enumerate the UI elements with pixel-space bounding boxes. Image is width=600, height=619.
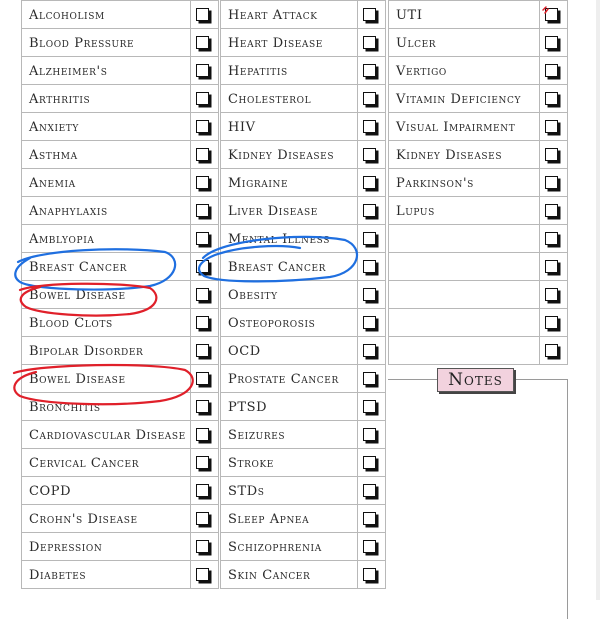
condition-row-amblyopia <box>21 225 219 253</box>
condition-row-ulcer <box>388 29 568 57</box>
condition-label: Bowel Disease <box>29 288 126 303</box>
condition-checkbox[interactable] <box>545 288 558 301</box>
checkbox-cell <box>357 421 385 448</box>
condition-checkbox[interactable] <box>545 316 558 329</box>
checkbox-cell <box>357 281 385 308</box>
condition-row-alcoholism <box>21 1 219 29</box>
condition-row-migraine <box>220 169 386 197</box>
checkbox-cell <box>357 533 385 560</box>
condition-row-lupus <box>388 197 568 225</box>
condition-checkbox[interactable] <box>196 400 209 413</box>
condition-checkbox[interactable] <box>196 232 209 245</box>
condition-label: Anemia <box>29 176 76 191</box>
condition-label: HIV <box>228 120 256 135</box>
condition-checkbox[interactable] <box>363 372 376 385</box>
condition-checkbox[interactable] <box>363 64 376 77</box>
condition-row-prostate-cancer <box>220 365 386 393</box>
condition-label: Visual Impairment <box>396 120 516 135</box>
condition-label: PTSD <box>228 400 268 415</box>
condition-row-depression <box>21 533 219 561</box>
checkbox-cell <box>357 225 385 252</box>
condition-checkbox[interactable] <box>363 456 376 469</box>
condition-row-ocd <box>220 337 386 365</box>
checkbox-cell <box>539 29 567 56</box>
checkbox-cell <box>357 169 385 196</box>
condition-checkbox[interactable] <box>363 484 376 497</box>
condition-checkbox[interactable] <box>196 288 209 301</box>
checkbox-cell <box>190 533 218 560</box>
condition-checkbox[interactable] <box>363 120 376 133</box>
condition-checkbox[interactable] <box>196 540 209 553</box>
condition-row-breast-cancer <box>220 253 386 281</box>
checkbox-cell <box>357 141 385 168</box>
condition-label: Amblyopia <box>29 232 95 247</box>
condition-label: Diabetes <box>29 568 87 583</box>
checkbox-cell <box>190 253 218 280</box>
condition-label: Anxiety <box>29 120 79 135</box>
condition-label: Depression <box>29 540 103 555</box>
condition-row-sleep-apnea <box>220 505 386 533</box>
condition-label: Kidney Diseases <box>228 148 335 163</box>
checkbox-cell <box>190 337 218 364</box>
condition-row-vitamin-deficiency <box>388 85 568 113</box>
condition-row-stds <box>220 477 386 505</box>
condition-checkbox[interactable] <box>545 204 558 217</box>
checkbox-cell <box>539 253 567 280</box>
checkbox-cell <box>190 1 218 28</box>
condition-label: Cervical Cancer <box>29 456 140 471</box>
checkbox-cell <box>357 561 385 588</box>
condition-checkbox[interactable] <box>363 232 376 245</box>
condition-label: Breast Cancer <box>228 260 327 275</box>
checkbox-cell <box>190 169 218 196</box>
checkbox-cell <box>357 1 385 28</box>
condition-checkbox[interactable] <box>545 344 558 357</box>
condition-row-schizophrenia <box>220 533 386 561</box>
condition-row-blank <box>388 225 568 253</box>
condition-row-asthma <box>21 141 219 169</box>
condition-label: Breast Cancer <box>29 260 128 275</box>
condition-row-breast-cancer <box>21 253 219 281</box>
checkbox-cell <box>539 141 567 168</box>
condition-label: Osteoporosis <box>228 316 316 331</box>
condition-checkbox[interactable] <box>196 512 209 525</box>
condition-label: Bronchitis <box>29 400 101 415</box>
checkbox-cell <box>357 29 385 56</box>
condition-row-osteoporosis <box>220 309 386 337</box>
condition-label: Crohn's Disease <box>29 512 138 527</box>
condition-label: Schizophrenia <box>228 540 322 555</box>
condition-label: Asthma <box>29 148 78 163</box>
condition-checkbox[interactable] <box>196 176 209 189</box>
condition-checkbox[interactable] <box>545 8 558 21</box>
condition-label: Vitamin Deficiency <box>396 92 522 107</box>
condition-label: Migraine <box>228 176 289 191</box>
condition-label: Stroke <box>228 456 274 471</box>
condition-checkbox[interactable] <box>363 176 376 189</box>
condition-label: Alzheimer's <box>29 64 108 79</box>
checkbox-cell <box>357 365 385 392</box>
condition-label: STDs <box>228 484 265 499</box>
condition-row-bipolar-disorder <box>21 337 219 365</box>
condition-label: Arthritis <box>29 92 91 107</box>
condition-row-copd <box>21 477 219 505</box>
checkbox-cell <box>190 225 218 252</box>
condition-label: Kidney Diseases <box>396 148 503 163</box>
condition-row-blank <box>388 309 568 337</box>
condition-row-blank <box>388 253 568 281</box>
condition-row-heart-disease <box>220 29 386 57</box>
checkbox-cell <box>190 309 218 336</box>
condition-checkbox[interactable] <box>363 148 376 161</box>
page-edge <box>596 0 600 600</box>
checkbox-cell <box>190 477 218 504</box>
condition-row-cardiovascular-disease <box>21 421 219 449</box>
condition-checkbox[interactable] <box>363 344 376 357</box>
condition-checkbox[interactable] <box>196 568 209 581</box>
checkbox-cell <box>539 337 567 364</box>
condition-row-ptsd <box>220 393 386 421</box>
condition-checkbox[interactable] <box>196 456 209 469</box>
checkbox-cell <box>190 29 218 56</box>
condition-checkbox[interactable] <box>196 260 209 273</box>
condition-row-alzheimer-s <box>21 57 219 85</box>
condition-checkbox[interactable] <box>196 428 209 441</box>
condition-row-crohn-s-disease <box>21 505 219 533</box>
condition-checkbox[interactable] <box>545 148 558 161</box>
condition-label: Heart Disease <box>228 36 323 51</box>
notes-title: Notes <box>437 368 514 392</box>
condition-row-blank <box>388 281 568 309</box>
condition-label: Parkinson's <box>396 176 474 191</box>
checkbox-cell <box>190 113 218 140</box>
condition-label: Alcoholism <box>29 8 105 23</box>
condition-label: Vertigo <box>396 64 447 79</box>
condition-row-vertigo <box>388 57 568 85</box>
condition-row-stroke <box>220 449 386 477</box>
condition-label: UTI <box>396 8 423 23</box>
condition-row-liver-disease <box>220 197 386 225</box>
condition-checkbox[interactable] <box>363 92 376 105</box>
condition-column-1 <box>21 0 219 589</box>
condition-checkbox[interactable] <box>196 372 209 385</box>
condition-label: Hepatitis <box>228 64 288 79</box>
condition-checkbox[interactable] <box>196 36 209 49</box>
checkbox-cell <box>190 421 218 448</box>
condition-row-bronchitis <box>21 393 219 421</box>
notes-area[interactable] <box>388 379 568 619</box>
condition-checkbox[interactable] <box>363 204 376 217</box>
condition-label: Prostate Cancer <box>228 372 339 387</box>
condition-row-skin-cancer <box>220 561 386 589</box>
condition-checkbox[interactable] <box>196 148 209 161</box>
condition-label: Lupus <box>396 204 435 219</box>
condition-checkbox[interactable] <box>363 568 376 581</box>
condition-row-anemia <box>21 169 219 197</box>
condition-row-cervical-cancer <box>21 449 219 477</box>
condition-label: Cardiovascular Disease <box>29 428 186 443</box>
checkbox-cell <box>539 57 567 84</box>
condition-checkbox[interactable] <box>196 344 209 357</box>
checkbox-cell <box>190 505 218 532</box>
checkbox-cell <box>539 85 567 112</box>
condition-row-blank <box>388 337 568 365</box>
checkbox-cell <box>190 365 218 392</box>
condition-checkbox[interactable] <box>196 64 209 77</box>
condition-checkbox[interactable] <box>363 288 376 301</box>
checkbox-cell <box>190 141 218 168</box>
condition-checkbox[interactable] <box>545 176 558 189</box>
condition-checkbox[interactable] <box>545 232 558 245</box>
condition-label: Cholesterol <box>228 92 312 107</box>
condition-label: Sleep Apnea <box>228 512 310 527</box>
checkbox-cell <box>357 253 385 280</box>
condition-label: Mental Illness <box>228 232 330 247</box>
checkbox-cell <box>539 309 567 336</box>
checkbox-cell <box>357 505 385 532</box>
condition-row-heart-attack <box>220 1 386 29</box>
condition-row-parkinson-s <box>388 169 568 197</box>
condition-row-visual-impairment <box>388 113 568 141</box>
condition-checkbox[interactable] <box>196 316 209 329</box>
condition-label: Skin Cancer <box>228 568 311 583</box>
condition-checkbox[interactable] <box>545 92 558 105</box>
checkbox-cell <box>539 113 567 140</box>
condition-label: Blood Clots <box>29 316 113 331</box>
condition-checkbox[interactable] <box>363 400 376 413</box>
checkbox-cell <box>357 337 385 364</box>
checkbox-cell <box>357 113 385 140</box>
condition-row-hepatitis <box>220 57 386 85</box>
checkbox-cell <box>190 197 218 224</box>
condition-label: Ulcer <box>396 36 437 51</box>
checkbox-cell <box>357 197 385 224</box>
condition-checkbox[interactable] <box>196 484 209 497</box>
condition-checkbox[interactable] <box>363 512 376 525</box>
condition-checkbox[interactable] <box>196 204 209 217</box>
condition-row-cholesterol <box>220 85 386 113</box>
condition-checkbox[interactable] <box>545 120 558 133</box>
condition-column-3 <box>388 0 568 365</box>
condition-row-anxiety <box>21 113 219 141</box>
condition-label: Bipolar Disorder <box>29 344 144 359</box>
checkbox-cell <box>357 309 385 336</box>
checkbox-cell <box>190 393 218 420</box>
checkbox-cell <box>539 225 567 252</box>
condition-checkbox[interactable] <box>545 36 558 49</box>
checkbox-cell <box>539 281 567 308</box>
condition-label: Blood Pressure <box>29 36 135 51</box>
checkbox-cell <box>357 85 385 112</box>
condition-row-diabetes <box>21 561 219 589</box>
condition-row-kidney-diseases <box>220 141 386 169</box>
condition-checkbox[interactable] <box>196 8 209 21</box>
checkbox-cell <box>539 169 567 196</box>
checkbox-cell <box>190 561 218 588</box>
condition-checkbox[interactable] <box>196 120 209 133</box>
checkbox-cell <box>190 281 218 308</box>
condition-label: Seizures <box>228 428 286 443</box>
condition-row-uti <box>388 1 568 29</box>
condition-row-blood-clots <box>21 309 219 337</box>
condition-row-bowel-disease <box>21 365 219 393</box>
condition-label: COPD <box>29 484 72 499</box>
condition-row-anaphylaxis <box>21 197 219 225</box>
condition-label: Heart Attack <box>228 8 318 23</box>
condition-label: OCD <box>228 344 261 359</box>
checkbox-cell <box>357 449 385 476</box>
condition-row-arthritis <box>21 85 219 113</box>
checkbox-cell <box>190 85 218 112</box>
checkbox-cell <box>357 477 385 504</box>
condition-label: Anaphylaxis <box>29 204 108 219</box>
condition-label: Obesity <box>228 288 278 303</box>
condition-checkbox[interactable] <box>363 540 376 553</box>
condition-row-bowel-disease <box>21 281 219 309</box>
checkbox-cell <box>357 57 385 84</box>
checkbox-cell <box>190 449 218 476</box>
condition-row-hiv <box>220 113 386 141</box>
condition-checkbox[interactable] <box>363 8 376 21</box>
condition-column-2 <box>220 0 386 589</box>
condition-label: Bowel Disease <box>29 372 126 387</box>
condition-checkbox[interactable] <box>545 260 558 273</box>
checkbox-cell <box>190 57 218 84</box>
condition-checkbox[interactable] <box>363 36 376 49</box>
condition-checkbox[interactable] <box>363 428 376 441</box>
condition-checkbox[interactable] <box>196 92 209 105</box>
condition-label: Liver Disease <box>228 204 318 219</box>
condition-checkbox[interactable] <box>363 316 376 329</box>
condition-row-mental-illness <box>220 225 386 253</box>
condition-row-blood-pressure <box>21 29 219 57</box>
condition-checkbox[interactable] <box>363 260 376 273</box>
checkbox-cell <box>539 1 567 28</box>
checkbox-cell <box>357 393 385 420</box>
checkbox-cell <box>539 197 567 224</box>
condition-row-seizures <box>220 421 386 449</box>
condition-checkbox[interactable] <box>545 64 558 77</box>
condition-row-kidney-diseases <box>388 141 568 169</box>
condition-row-obesity <box>220 281 386 309</box>
